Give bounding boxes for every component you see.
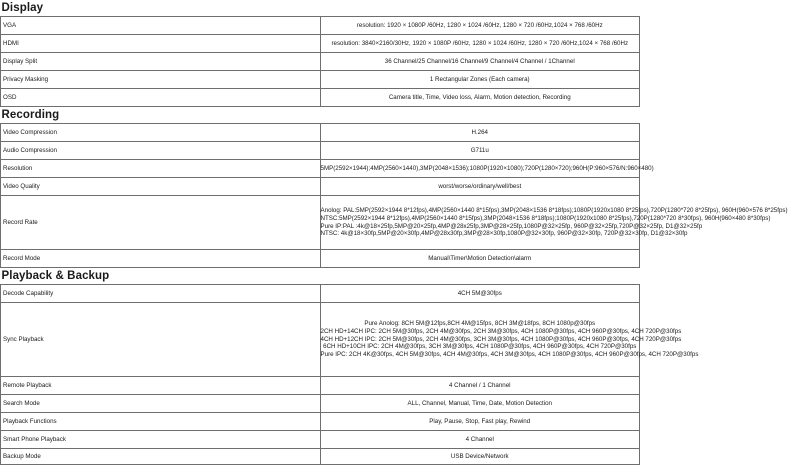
spec-value [320,431,640,449]
spec-row-vga [1,17,640,35]
spec-label: Video Compression [1,124,321,142]
spec-value-line: 4 Channel [465,435,494,443]
spec-label: Smart Phone Playback [1,431,321,449]
spec-value-line: Pure IPC: 2CH 4K@30fps, 4CH 5M@30fps, 4CH 4M@30fps, 4CH 3M@30fps, 4CH 1080P@30fps, 4CH 960P@30fps, 4CH 720P@30fps [320,351,699,359]
spec-value-line: 4CH HD+12CH IPC: 2CH 5M@30fps, 2CH 4M@30fps, 3CH 3M@30fps, 4CH 1080P@30fps, 4CH 960P@30fps, 4CH 720P@30fps [320,335,682,343]
spec-row-decode-capability [1,285,640,303]
spec-row-smart-phone-playback [1,431,640,449]
spec-label: Sync Playback [1,303,321,377]
spec-table-body [1,0,788,465]
spec-label: Record Mode [1,250,321,268]
spec-value-line: G711u [470,146,489,154]
section-header-display [1,0,640,17]
spec-row-search-mode [1,395,640,413]
spec-value [320,71,640,89]
spec-value [320,35,640,53]
spec-row-privacy-masking [1,71,640,89]
spec-row-playback-functions [1,413,640,431]
spec-value [320,53,640,71]
spec-row-record-mode [1,250,640,268]
spec-row-sync-playback [1,303,640,377]
spec-value [320,160,654,178]
spec-value [320,89,640,107]
spec-value-line: worst/worse/ordinary/well/best [438,182,522,190]
spec-row-audio-compression [1,142,640,160]
spec-value-line: H.264 [471,128,488,136]
spec-row-resolution [1,160,640,178]
spec-value-line: Pure IP:PAL :4k@18×25fp,5MP@20×25fp,4MP@28x25fp,3MP@28×25fp,1080P@32×25fp, 960P@32×25fp,720P@32×25fp, D1@32×25fp [320,222,703,230]
spec-value-line: Pure Anolog: 8CH 5M@12fps,8CH 4M@15fps, 8CH 3M@18fps, 8CH 1080p@30fps [364,320,596,327]
spec-value-line: 5MP(2592×1944);4MP(2560×1440),3MP(2048×1536);1080P(1920×1080);720P(1280×720);960H(P:960×576/N:960×480) [320,164,654,172]
spec-row-video-quality [1,178,640,196]
spec-value [320,285,640,303]
spec-label: Audio Compression [1,142,321,160]
spec-label: Privacy Masking [1,71,321,89]
spec-value [320,250,640,268]
spec-label: HDMI [1,35,321,53]
spec-value-line: USB Device/Network [450,452,509,460]
spec-label: Video Quality [1,178,321,196]
spec-value-line: 1 Rectangular Zones (Each camera) [429,75,530,83]
spec-value-line: NTSC:5MP(2592×1944 8*12fps),4MP(2560×1440 8*15fps),3MP(2048×1536 8*18fps);1080P(1920x1080 8*25fps),720P(1280*720 8*30fps), 960H(960×480 8*30fps) [320,214,771,222]
spec-value [320,303,699,377]
spec-value-line: NTSC: 4k@18×30fp,5MP@20×30fp,4MP@28x30fp,3MP@28×30fp,1080P@32×30fp, 960P@32×30fp, 720P@32×30fp, D1@32×30fp [320,230,688,238]
section-header-recording [1,107,640,124]
spec-row-display-split [1,53,640,71]
spec-value-line: Manual\Timer\Motion Detection\alarm [428,254,532,262]
spec-value [320,377,640,395]
spec-label: Search Mode [1,395,321,413]
spec-value-line: resolution: 3840×2160/30Hz, 1920 × 1080P /60Hz, 1280 × 1024 /60Hz, 1280 × 720 /60Hz,1024 × 768 /60Hz [331,39,629,47]
spec-label: Backup Mode [1,449,321,465]
spec-value [320,395,640,413]
section-title: Recording [1,109,60,121]
spec-label: VGA [1,17,321,35]
spec-row-remote-playback [1,377,640,395]
spec-label: Playback Functions [1,413,321,431]
spec-value [320,196,788,250]
spec-value-line: Camera title, Time, Video loss, Alarm, Motion detection, Recording [388,93,571,101]
spec-value-line: 2CH HD+14CH IPC: 2CH 5M@30fps, 2CH 4M@30fps, 2CH 3M@30fps, 4CH 1080P@30fps, 4CH 960P@30fps, 4CH 720P@30fps [320,327,682,335]
spec-label: Resolution [1,160,321,178]
spec-value-line: 4CH 5M@30fps [457,289,502,297]
spec-value [320,142,640,160]
spec-value-line: 4 Channel / 1 Channel [448,381,511,389]
spec-row-osd [1,89,640,107]
spec-value [320,124,640,142]
spec-row-hdmi [1,35,640,53]
spec-value [320,17,640,35]
spec-value [320,449,640,465]
spec-row-backup-mode [1,449,640,465]
spec-value [320,413,640,431]
spec-value-line: 36 Channel/25 Channel/16 Channel/9 Channel/4 Channel / 1Channel [384,57,575,65]
section-title: Playback & Backup [1,270,110,282]
spec-value [320,178,640,196]
spec-value-line: ALL, Channel, Manual, Time, Date, Motion Detection [407,399,552,407]
spec-label: OSD [1,89,321,107]
spec-label: Display Split [1,53,321,71]
spec-row-video-compression [1,124,640,142]
spec-label: Decode Capability [1,285,321,303]
spec-label: Remote Playback [1,377,321,395]
spec-value-line: Play, Pause, Stop, Fast play, Rewind [429,417,531,425]
section-title: Display [1,2,44,14]
spec-value-line: Anolog: PAL:5MP(2592×1944 8*12fps),4MP(2560×1440 8*15fps),3MP(2048×1536 8*18fps);1080P(1920x1080 8*25fps),720P(1280*720 8*25fps), 960H(960×576 8*25fps) [320,206,788,214]
spec-label: Record Rate [1,196,321,250]
section-header-playback-and-backup [1,268,640,285]
spec-row-record-rate [1,196,640,250]
spec-value-line: resolution: 1920 × 1080P /60Hz, 1280 × 1024 /60Hz, 1280 × 720 /60Hz,1024 × 768 /60Hz [356,21,603,29]
spec-value-line: 6CH HD+10CH IPC: 2CH 4M@30fps, 3CH 3M@30fps, 4CH 1080P@30fps, 4CH 960P@30fps, 4CH 720P@30fps [323,343,637,351]
